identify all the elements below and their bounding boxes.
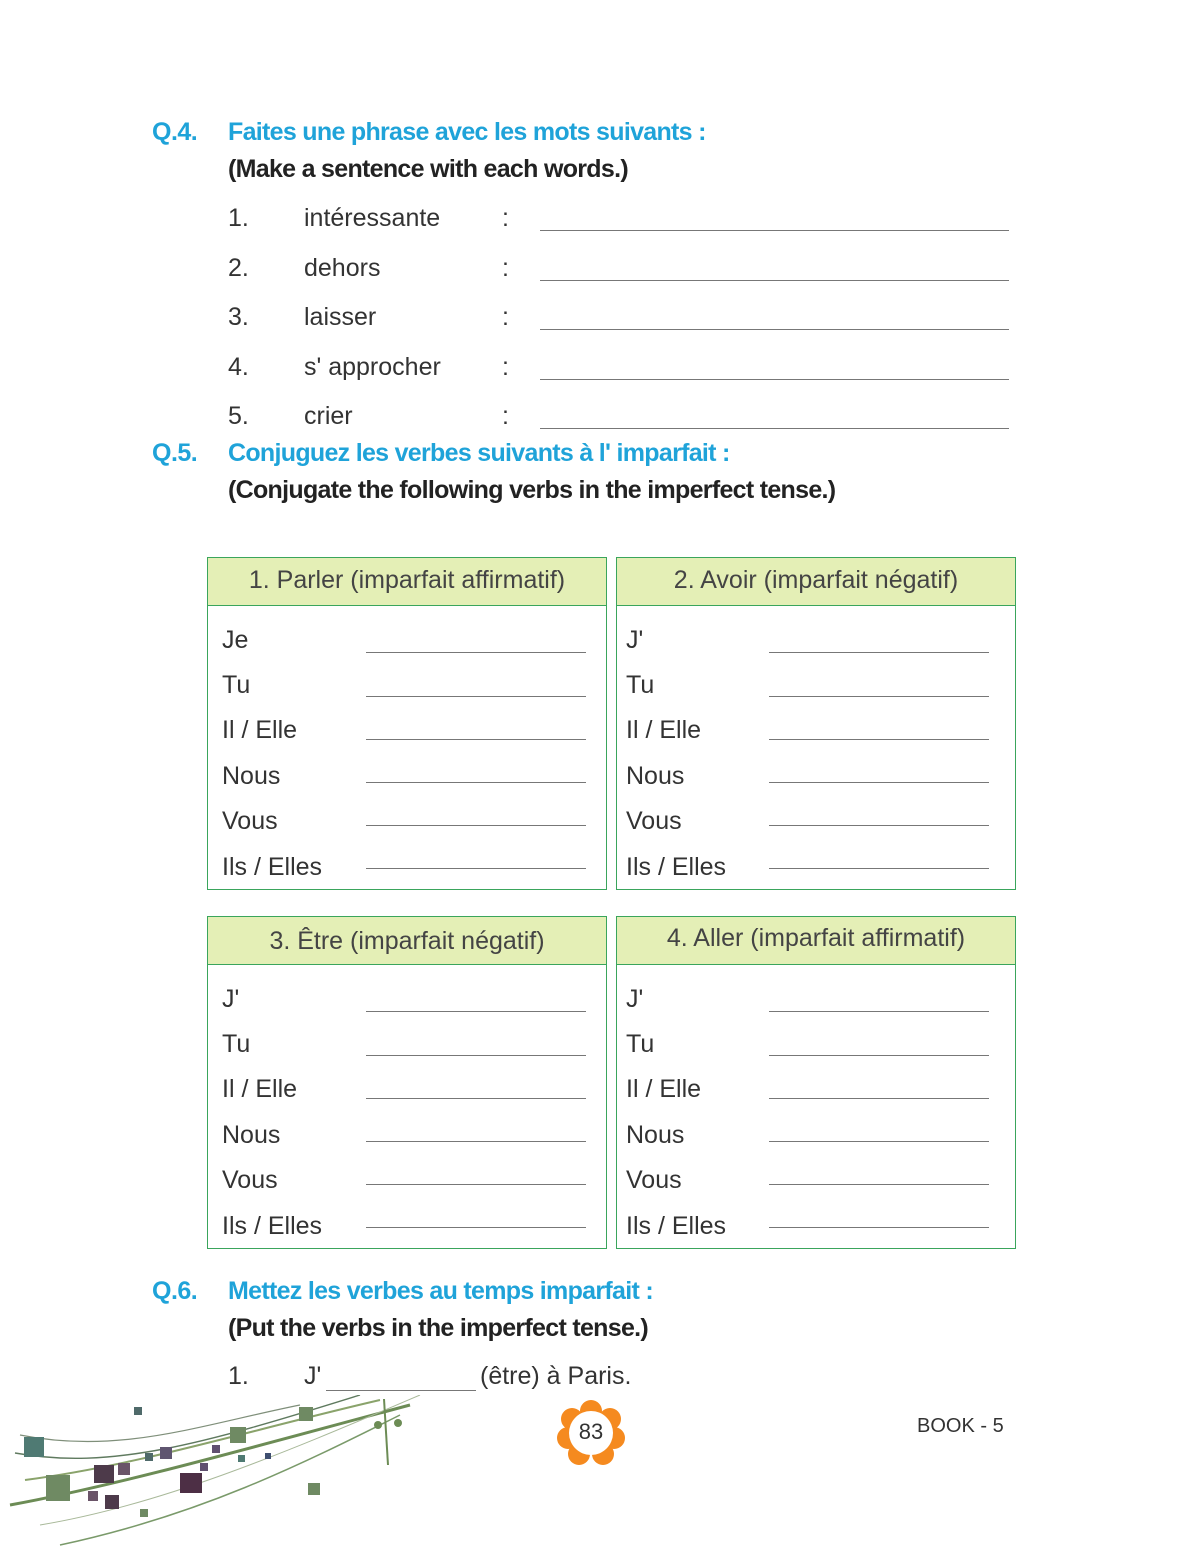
q6-answer-line[interactable]: [326, 1390, 476, 1391]
table-header: 3. Être (imparfait négatif): [208, 917, 606, 965]
answer-line[interactable]: [769, 1011, 989, 1012]
q5-title-fr: Conjuguez les verbes suivants à l' imparfait :: [228, 439, 730, 467]
q4-item-number: 5.: [228, 402, 249, 430]
answer-line[interactable]: [769, 1227, 989, 1228]
q4-item: [228, 402, 1028, 442]
q4-item-word: crier: [304, 402, 353, 430]
conjugation-table-parler: [207, 557, 607, 890]
pronoun: Tu: [626, 1030, 655, 1058]
answer-line[interactable]: [366, 739, 586, 740]
answer-line[interactable]: [769, 1184, 989, 1185]
answer-line[interactable]: [769, 696, 989, 697]
conjugation-table-avoir: [616, 557, 1016, 890]
pronoun: Je: [222, 626, 249, 654]
decorative-swirl-icon: [0, 1395, 440, 1563]
pronoun: Vous: [626, 1166, 682, 1194]
q6-item-prefix: J': [304, 1362, 322, 1390]
book-label: BOOK - 5: [917, 1415, 1004, 1437]
answer-line[interactable]: [366, 1098, 586, 1099]
answer-line[interactable]: [366, 1184, 586, 1185]
answer-line[interactable]: [769, 1098, 989, 1099]
conjugation-table-aller: [616, 916, 1016, 1249]
q4-title-fr: Faites une phrase avec les mots suivants :: [228, 118, 706, 146]
answer-line[interactable]: [769, 825, 989, 826]
answer-line[interactable]: [366, 782, 586, 783]
q4-item-word: intéressante: [304, 204, 441, 232]
pronoun: J': [626, 626, 644, 654]
q6-title-fr: Mettez les verbes au temps imparfait :: [228, 1277, 653, 1305]
pronoun: J': [626, 985, 644, 1013]
answer-line[interactable]: [769, 739, 989, 740]
pronoun: Ils / Elles: [626, 853, 727, 881]
q4-item-number: 1.: [228, 204, 249, 232]
q4-item-word: laisser: [304, 303, 377, 331]
pronoun: Ils / Elles: [222, 853, 323, 881]
table-header: 2. Avoir (imparfait négatif): [617, 558, 1015, 606]
q6-number: Q.6.: [152, 1277, 198, 1305]
q4-item-number: 3.: [228, 303, 249, 331]
table-header: 4. Aller (imparfait affirmatif): [617, 917, 1015, 965]
q4-item-colon: :: [502, 254, 509, 282]
q4-answer-line[interactable]: [540, 428, 1009, 429]
pronoun: J': [222, 985, 240, 1013]
pronoun: Nous: [626, 1121, 685, 1149]
page-number-badge: [556, 1400, 626, 1466]
q4-answer-line[interactable]: [540, 230, 1009, 231]
answer-line[interactable]: [366, 825, 586, 826]
pronoun: Il / Elle: [626, 716, 702, 744]
pronoun: Ils / Elles: [222, 1212, 323, 1240]
q5-title-en: (Conjugate the following verbs in the imperfect tense.): [228, 476, 836, 504]
q4-item-colon: :: [502, 353, 509, 381]
q4-answer-line[interactable]: [540, 379, 1009, 380]
conjugation-table-etre: [207, 916, 607, 1249]
q4-item: [228, 353, 1028, 393]
q4-item-colon: :: [502, 204, 509, 232]
answer-line[interactable]: [366, 1011, 586, 1012]
q6-title-en: (Put the verbs in the imperfect tense.): [228, 1314, 649, 1342]
page-number: 83: [578, 1419, 604, 1444]
pronoun: Vous: [222, 1166, 278, 1194]
pronoun: Il / Elle: [222, 1075, 298, 1103]
pronoun: Nous: [626, 762, 685, 790]
answer-line[interactable]: [366, 868, 586, 869]
answer-line[interactable]: [769, 652, 989, 653]
q4-item-colon: :: [502, 303, 509, 331]
pronoun: Nous: [222, 762, 281, 790]
q4-item-colon: :: [502, 402, 509, 430]
answer-line[interactable]: [366, 696, 586, 697]
answer-line[interactable]: [769, 782, 989, 783]
q4-item-word: dehors: [304, 254, 381, 282]
q4-item-number: 2.: [228, 254, 249, 282]
q4-answer-line[interactable]: [540, 329, 1009, 330]
answer-line[interactable]: [366, 1141, 586, 1142]
q4-item: [228, 204, 1028, 244]
answer-line[interactable]: [366, 1227, 586, 1228]
pronoun: Vous: [222, 807, 278, 835]
pronoun: Vous: [626, 807, 682, 835]
pronoun: Nous: [222, 1121, 281, 1149]
q4-item: [228, 254, 1028, 294]
answer-line[interactable]: [769, 1055, 989, 1056]
q4-item-word: s' approcher: [304, 353, 441, 381]
pronoun: Tu: [222, 1030, 251, 1058]
answer-line[interactable]: [366, 1055, 586, 1056]
answer-line[interactable]: [769, 868, 989, 869]
pronoun: Il / Elle: [626, 1075, 702, 1103]
q4-item-number: 4.: [228, 353, 249, 381]
q4-number: Q.4.: [152, 118, 198, 146]
q5-number: Q.5.: [152, 439, 198, 467]
q4-item: [228, 303, 1028, 343]
q6-item-rest: (être) à Paris.: [480, 1362, 632, 1390]
q6-item: [228, 1362, 728, 1398]
pronoun: Il / Elle: [222, 716, 298, 744]
answer-line[interactable]: [769, 1141, 989, 1142]
pronoun: Tu: [626, 671, 655, 699]
q4-answer-line[interactable]: [540, 280, 1009, 281]
pronoun: Tu: [222, 671, 251, 699]
answer-line[interactable]: [366, 652, 586, 653]
pronoun: Ils / Elles: [626, 1212, 727, 1240]
q6-item-number: 1.: [228, 1362, 249, 1390]
table-header: 1. Parler (imparfait affirmatif): [208, 558, 606, 606]
q4-title-en: (Make a sentence with each words.): [228, 155, 628, 183]
